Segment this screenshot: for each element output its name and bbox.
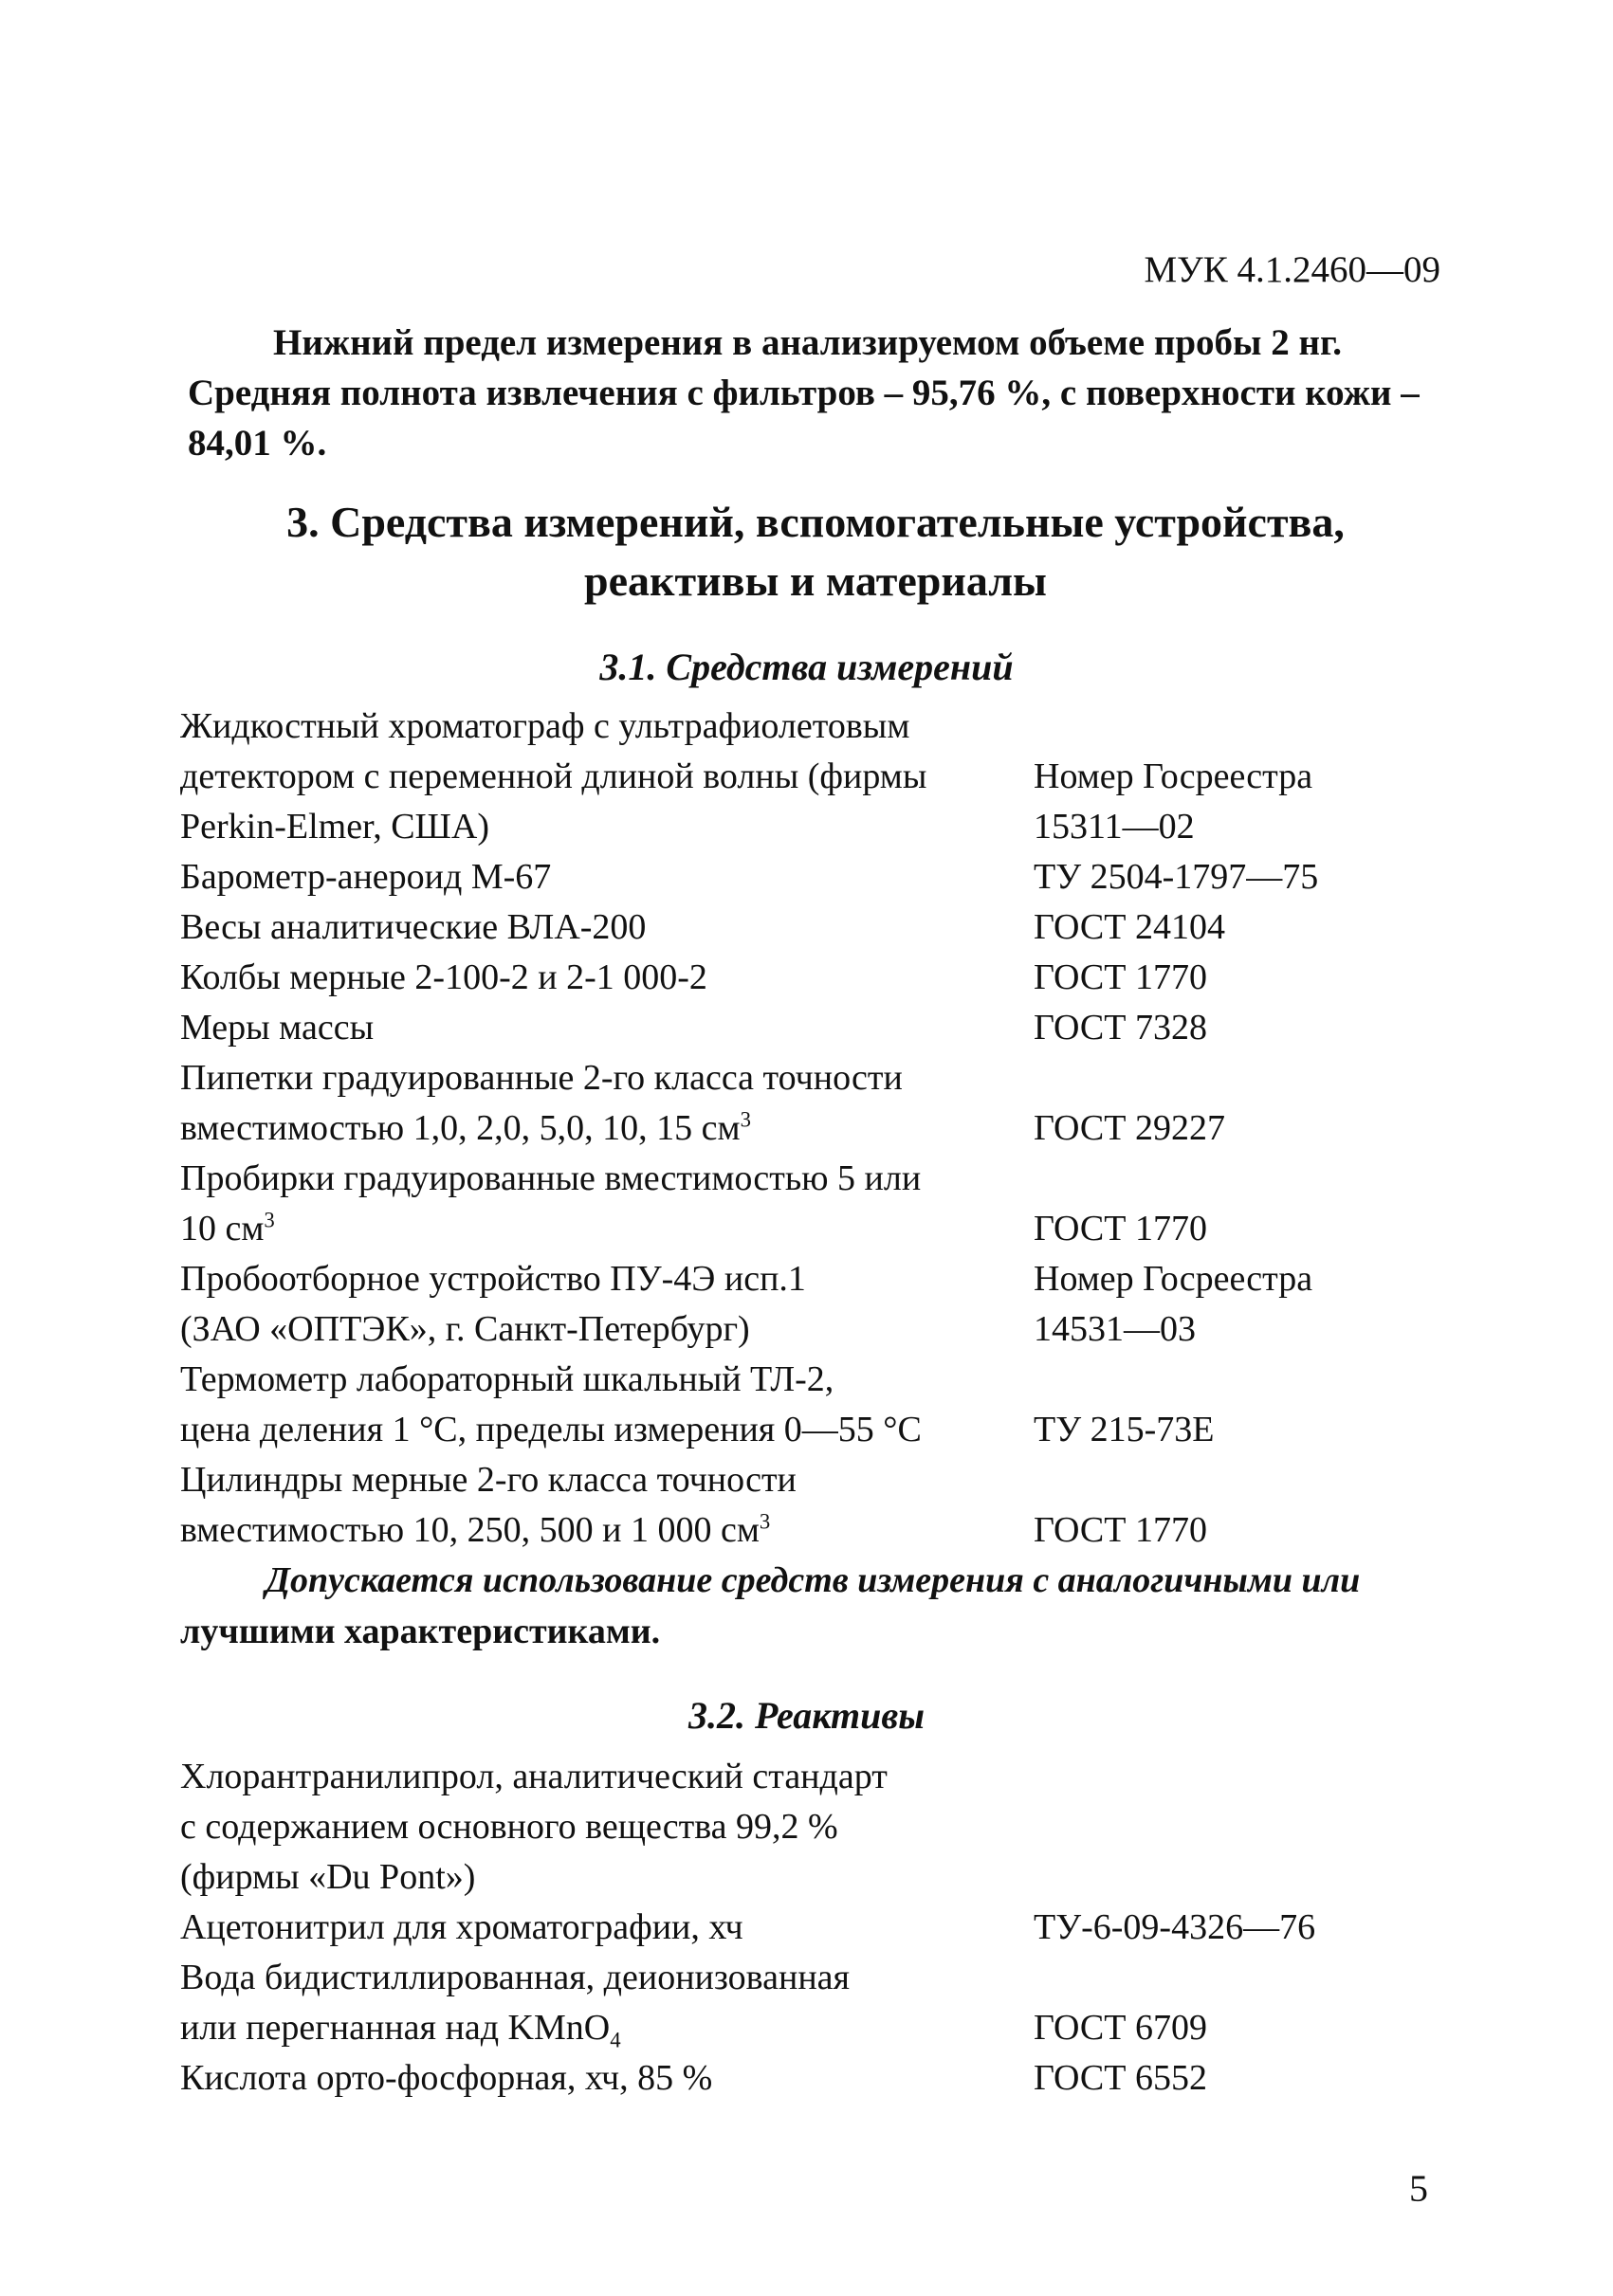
item-description-line: Пипетки градуированные 2-го класса точности: [180, 1058, 903, 1098]
item-description-line: Кислота орто-фосфорная, хч, 85 %: [180, 2058, 713, 2098]
page-number: 5: [1409, 2167, 1428, 2210]
list-item: [180, 1953, 1451, 2053]
item-description-line: 10 $см^3$: [180, 1208, 275, 1248]
item-description: [180, 1752, 1034, 1903]
list-item: [180, 1154, 1451, 1254]
section-title-line-2: реактивы и материалы: [584, 556, 1047, 605]
item-description-line: Вода бидистиллированная, деионизованная: [180, 1958, 851, 1997]
item-standard-line: ГОСТ 1770: [1034, 1209, 1207, 1248]
intro-paragraph: [188, 318, 1439, 468]
item-standard-line: ГОСТ 29227: [1034, 1108, 1225, 1148]
note-line-1: Допускается использование средств измерения с аналогичными или: [266, 1560, 1361, 1600]
list-item: [180, 1455, 1451, 1556]
item-description-line: детектором с переменной длиной волны (фирмы: [180, 756, 927, 796]
list-item: [180, 1053, 1451, 1154]
item-standard-line: ГОСТ 6709: [1034, 2008, 1207, 2048]
list-item: [180, 2053, 1451, 2104]
section-title: [237, 493, 1394, 610]
item-standard-line: ГОСТ 6552: [1034, 2058, 1207, 2098]
item-standard: [1034, 953, 1451, 1003]
superscript: 3: [264, 1208, 275, 1232]
item-standard: [1034, 1254, 1451, 1355]
item-description-line: вместимостью 1,0, 2,0, 5,0, 10, 15 $см^3$: [180, 1107, 751, 1148]
item-standard: [1034, 1204, 1451, 1254]
subsection-heading-reagents: 3.2. Реактивы: [688, 1694, 925, 1737]
item-standard-line: ГОСТ 24104: [1034, 907, 1225, 947]
item-description-line: Термометр лабораторный шкальный ТЛ-2,: [180, 1359, 834, 1399]
note-line-2: лучшими характеристиками.: [180, 1612, 661, 1651]
item-standard: [1034, 852, 1451, 902]
item-description: [180, 1154, 1034, 1254]
document-code: МУК 4.1.2460—09: [1144, 249, 1440, 290]
list-item: [180, 852, 1451, 902]
list-item: [180, 1254, 1451, 1355]
list-item: [180, 1003, 1451, 1053]
item-description-line: Perkin-Elmer, США): [180, 807, 489, 847]
item-standard-line: ТУ-6-09-4326—76: [1034, 1907, 1316, 1947]
item-description-line: (фирмы «Du Pont»): [180, 1857, 476, 1897]
item-standard: [1034, 2053, 1451, 2104]
item-description: [180, 1455, 1034, 1556]
item-standard: [1034, 1903, 1451, 1953]
item-standard-line: Номер Госреестра: [1034, 1259, 1313, 1299]
intro-line-detection-limit: Нижний предел измерения в анализируемом объеме пробы 2 нг.: [273, 322, 1343, 363]
item-description-line: или перегнанная над KMnO$_4$: [180, 2008, 621, 2052]
note-paragraph: [180, 1555, 1432, 1657]
list-item: [180, 1903, 1451, 1953]
item-description-line: Жидкостный хроматограф с ультрафиолетовым: [180, 706, 910, 746]
subsection-heading-measuring: 3.1. Средства измерений: [599, 646, 1014, 688]
item-standard: [1034, 1103, 1451, 1154]
item-description-line: Ацетонитрил для хроматографии, хч: [180, 1907, 743, 1947]
item-description: [180, 1953, 1034, 2053]
item-description: [180, 2053, 1034, 2104]
superscript: 3: [740, 1107, 751, 1132]
item-standard-line: ТУ 215-73Е: [1034, 1410, 1215, 1449]
intro-line-recovery: Средняя полнота извлечения с фильтров – 95,76 %, с поверхности кожи – 84,01 %.: [188, 373, 1420, 464]
item-standard-line: ГОСТ 1770: [1034, 957, 1207, 997]
list-item: [180, 1752, 1451, 1903]
list-item: [180, 953, 1451, 1003]
item-description-line: с содержанием основного вещества 99,2 %: [180, 1807, 838, 1847]
item-description-line: Пробирки градуированные вместимостью 5 или: [180, 1158, 922, 1198]
item-description-line: вместимостью 10, 250, 500 и 1 000 $см^3$: [180, 1509, 771, 1550]
item-description-line: Пробоотборное устройство ПУ-4Э исп.1: [180, 1259, 806, 1299]
item-description: [180, 953, 1034, 1003]
subscript: 4: [610, 2028, 621, 2052]
item-standard-line: ГОСТ 7328: [1034, 1008, 1207, 1048]
item-description: [180, 1903, 1034, 1953]
item-description: [180, 852, 1034, 902]
item-description-line: Барометр-анероид М-67: [180, 857, 552, 897]
item-standard-line: Номер Госреестра: [1034, 756, 1313, 796]
list-item: [180, 902, 1451, 953]
item-standard-line: 14531—03: [1034, 1309, 1196, 1349]
item-standard: [1034, 902, 1451, 953]
item-description: [180, 1254, 1034, 1355]
item-description: [180, 702, 1034, 852]
item-standard: [1034, 2003, 1451, 2053]
item-description-line: Меры массы: [180, 1008, 375, 1048]
item-standard: [1034, 752, 1451, 852]
item-description: [180, 1003, 1034, 1053]
item-description-line: (ЗАО «ОПТЭК», г. Санкт-Петербург): [180, 1309, 750, 1349]
section-title-line-1: 3. Средства измерений, вспомогательные устройства,: [286, 498, 1345, 546]
item-standard-line: 15311—02: [1034, 807, 1195, 847]
item-description-line: Хлорантранилипрол, аналитический стандарт: [180, 1757, 888, 1796]
item-description: [180, 1355, 1034, 1455]
item-description: [180, 902, 1034, 953]
item-standard: [1034, 1003, 1451, 1053]
item-standard-line: ГОСТ 1770: [1034, 1510, 1207, 1550]
list-item: [180, 1355, 1451, 1455]
item-standard: [1034, 1405, 1451, 1455]
list-item: [180, 702, 1451, 852]
measuring-instruments-list: [180, 702, 1451, 1556]
item-standard: [1034, 1505, 1451, 1556]
item-description-line: Весы аналитические ВЛА-200: [180, 907, 647, 947]
item-description: [180, 1053, 1034, 1154]
item-description-line: Колбы мерные 2-100-2 и 2-1 000-2: [180, 957, 707, 997]
item-description-line: цена деления 1 °С, пределы измерения 0—55 °С: [180, 1410, 922, 1449]
item-standard-line: ТУ 2504-1797—75: [1034, 857, 1319, 897]
superscript: 3: [759, 1509, 771, 1534]
item-description-line: Цилиндры мерные 2-го класса точности: [180, 1460, 797, 1500]
reagents-list: [180, 1752, 1451, 2104]
